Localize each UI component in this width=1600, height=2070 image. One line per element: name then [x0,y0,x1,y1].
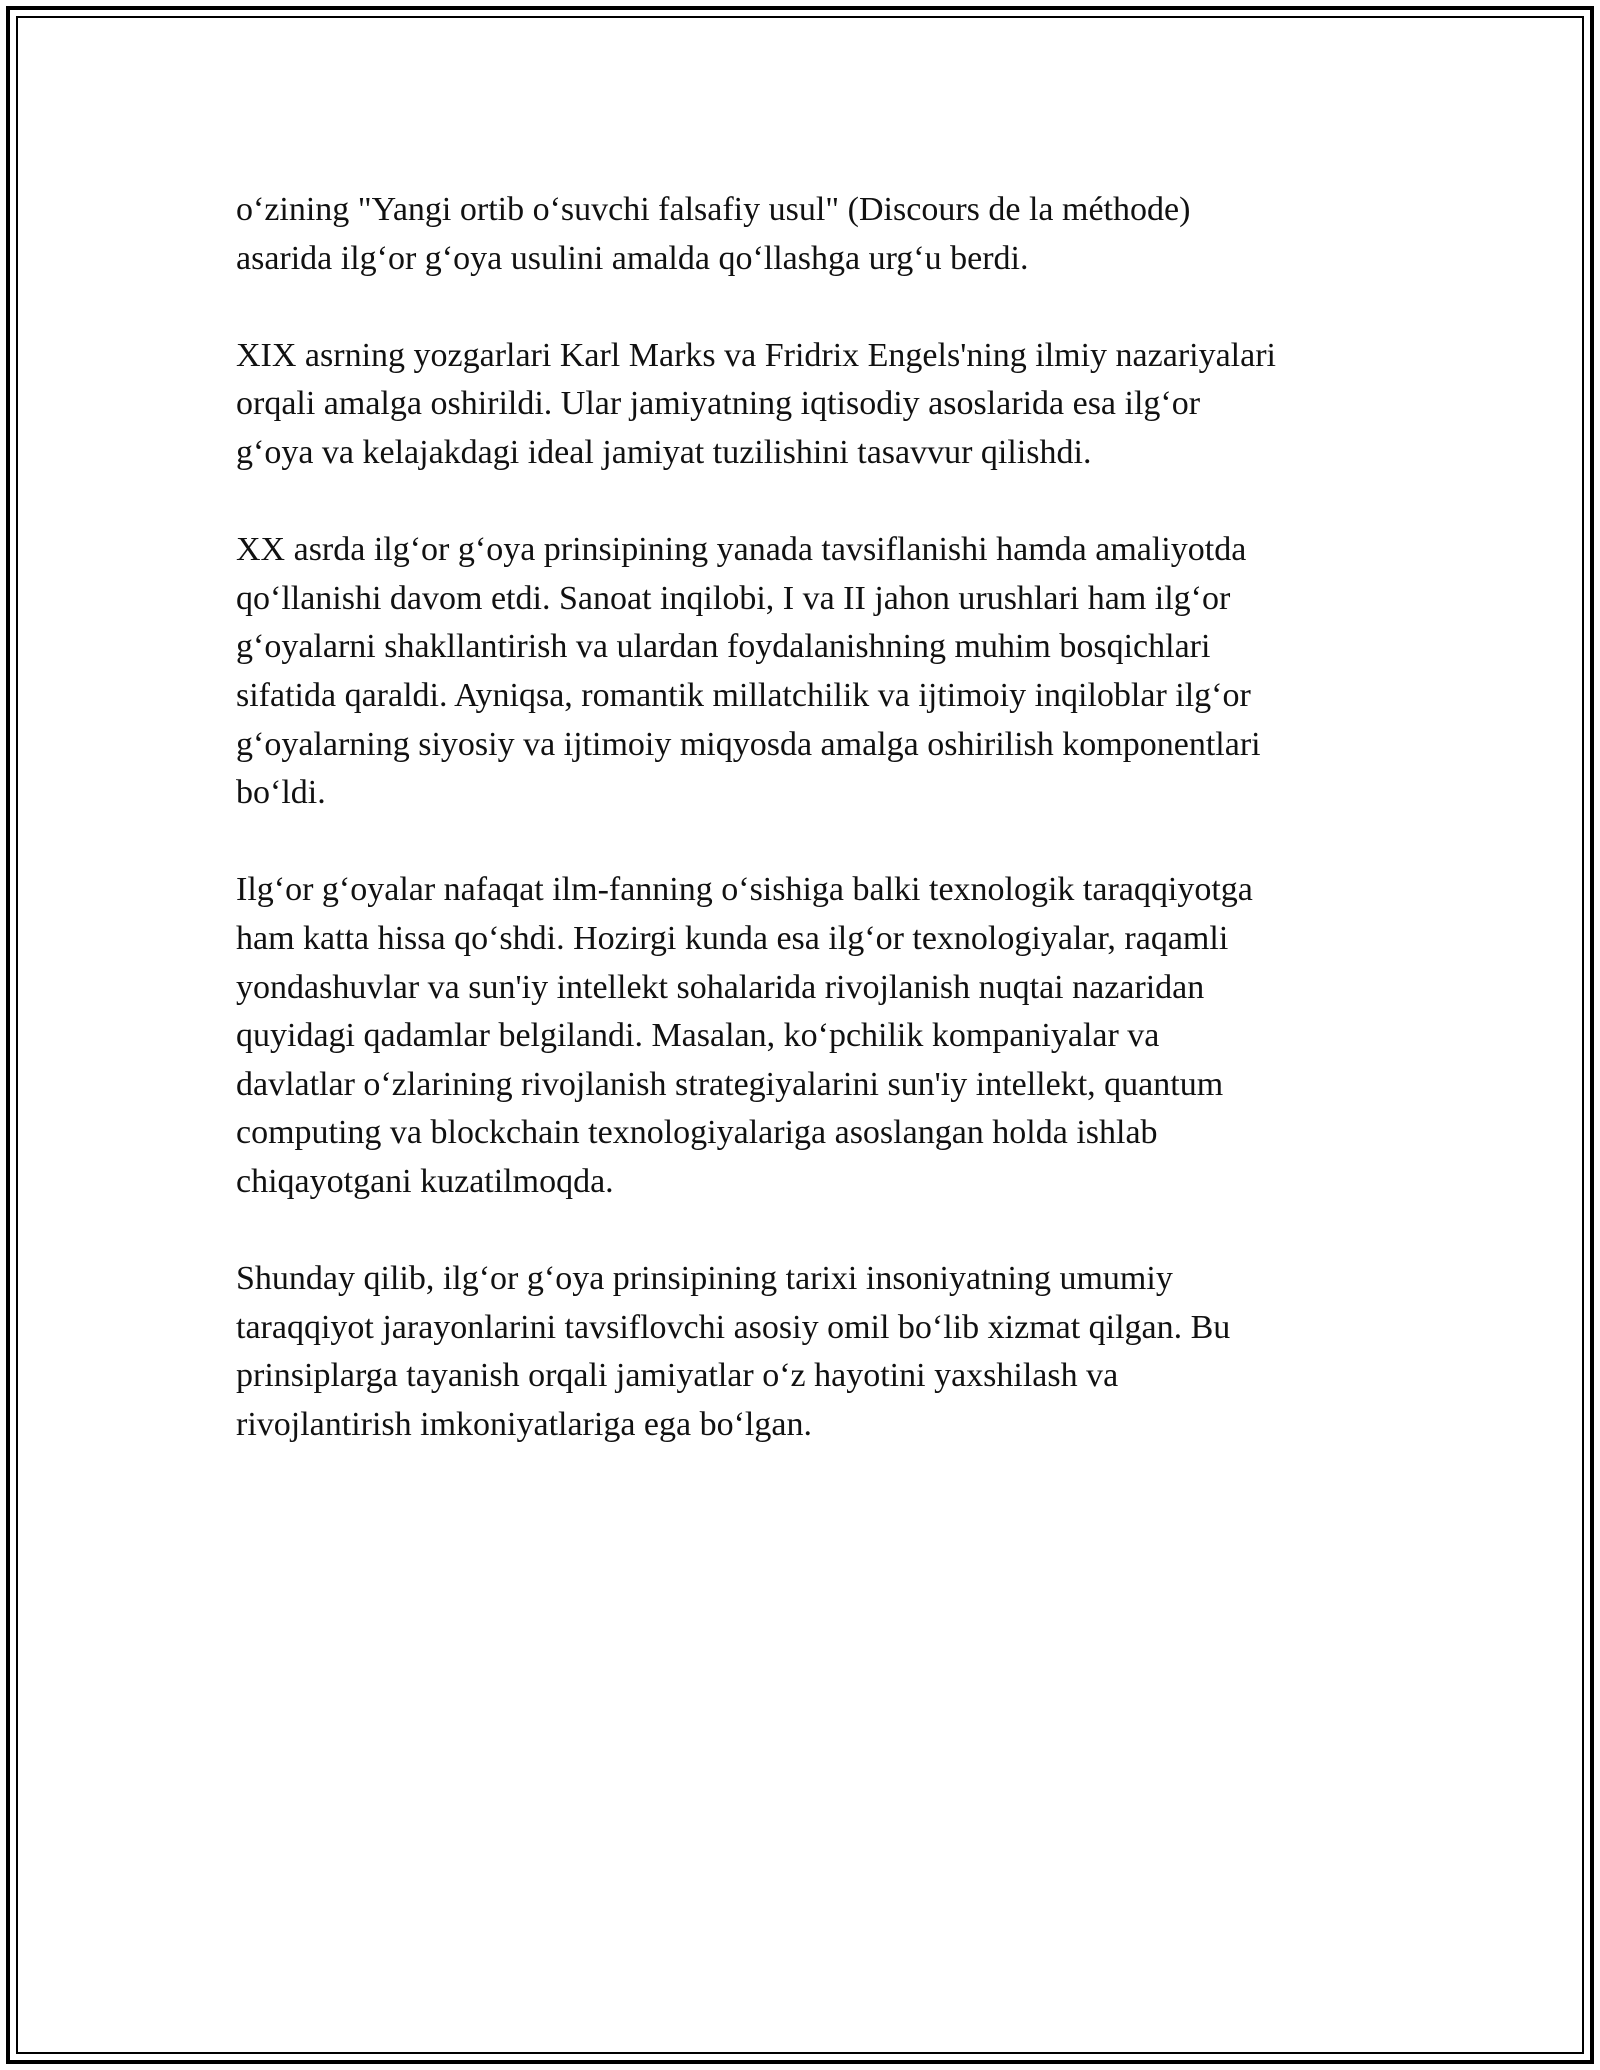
paragraph-2: XIX asrning yozgarlari Karl Marks va Fridrix Engels'ning ilmiy nazariyalari orqali amalga oshirildi. Ular jamiyatning iqtisodiy asoslarida esa ilg‘or g‘oya va kelajakdagi ideal jamiyat tuzilishini tasavvur qilishdi. [236,336,1276,471]
paragraph-3: XX asrda ilg‘or g‘oya prinsipining yanada tavsiflanishi hamda amaliyotda qo‘llanishi davom etdi. Sanoat inqilobi, I va II jahon urushlari ham ilg‘or g‘oyalarni shakllantirish va ulardan foydalanishning muhim bosqichlari sifatida qaraldi. Ayniqsa, romantik millatchilik va ijtimoiy inqiloblar ilg‘or g‘oyalarning siyosiy va ijtimoiy miqyosda amalga oshirilish komponentlari bo‘ldi. [236,531,1261,812]
paragraph-4: Ilg‘or g‘oyalar nafaqat ilm-fanning o‘sishiga balki texnologik taraqqiyotga ham katta hissa qo‘shdi. Hozirgi kunda esa ilg‘or texnologiyalar, raqamli yondashuvlar va sun'iy intellekt sohalarida rivojlanish nuqtai nazaridan quyidagi qadamlar belgilandi. Masalan, ko‘pchilik kompaniyalar va davlatlar o‘zlarining rivojlanish strategiyalarini sun'iy intellekt, quantum computing va blockchain texnologiyalariga asoslangan holda ishlab chiqayotgani kuzatilmoqda. [236,871,1253,1200]
paragraph-1: o‘zining "Yangi ortib o‘suvchi falsafiy usul" (Discours de la méthode) asarida ilg‘or g‘oya usulini amalda qo‘llashga urg‘u berdi. [236,191,1191,277]
paragraph-5: Shunday qilib, ilg‘or g‘oya prinsipining tarixi insoniyatning umumiy taraqqiyot jarayonlarini tavsiflovchi asosiy omil bo‘lib xizmat qilgan. Bu prinsiplarga tayanish orqali jamiyatlar o‘z hayotini yaxshilash va rivojlantirish imkoniyatlariga ega bo‘lgan. [236,1260,1231,1443]
document-body [236,186,1366,1498]
